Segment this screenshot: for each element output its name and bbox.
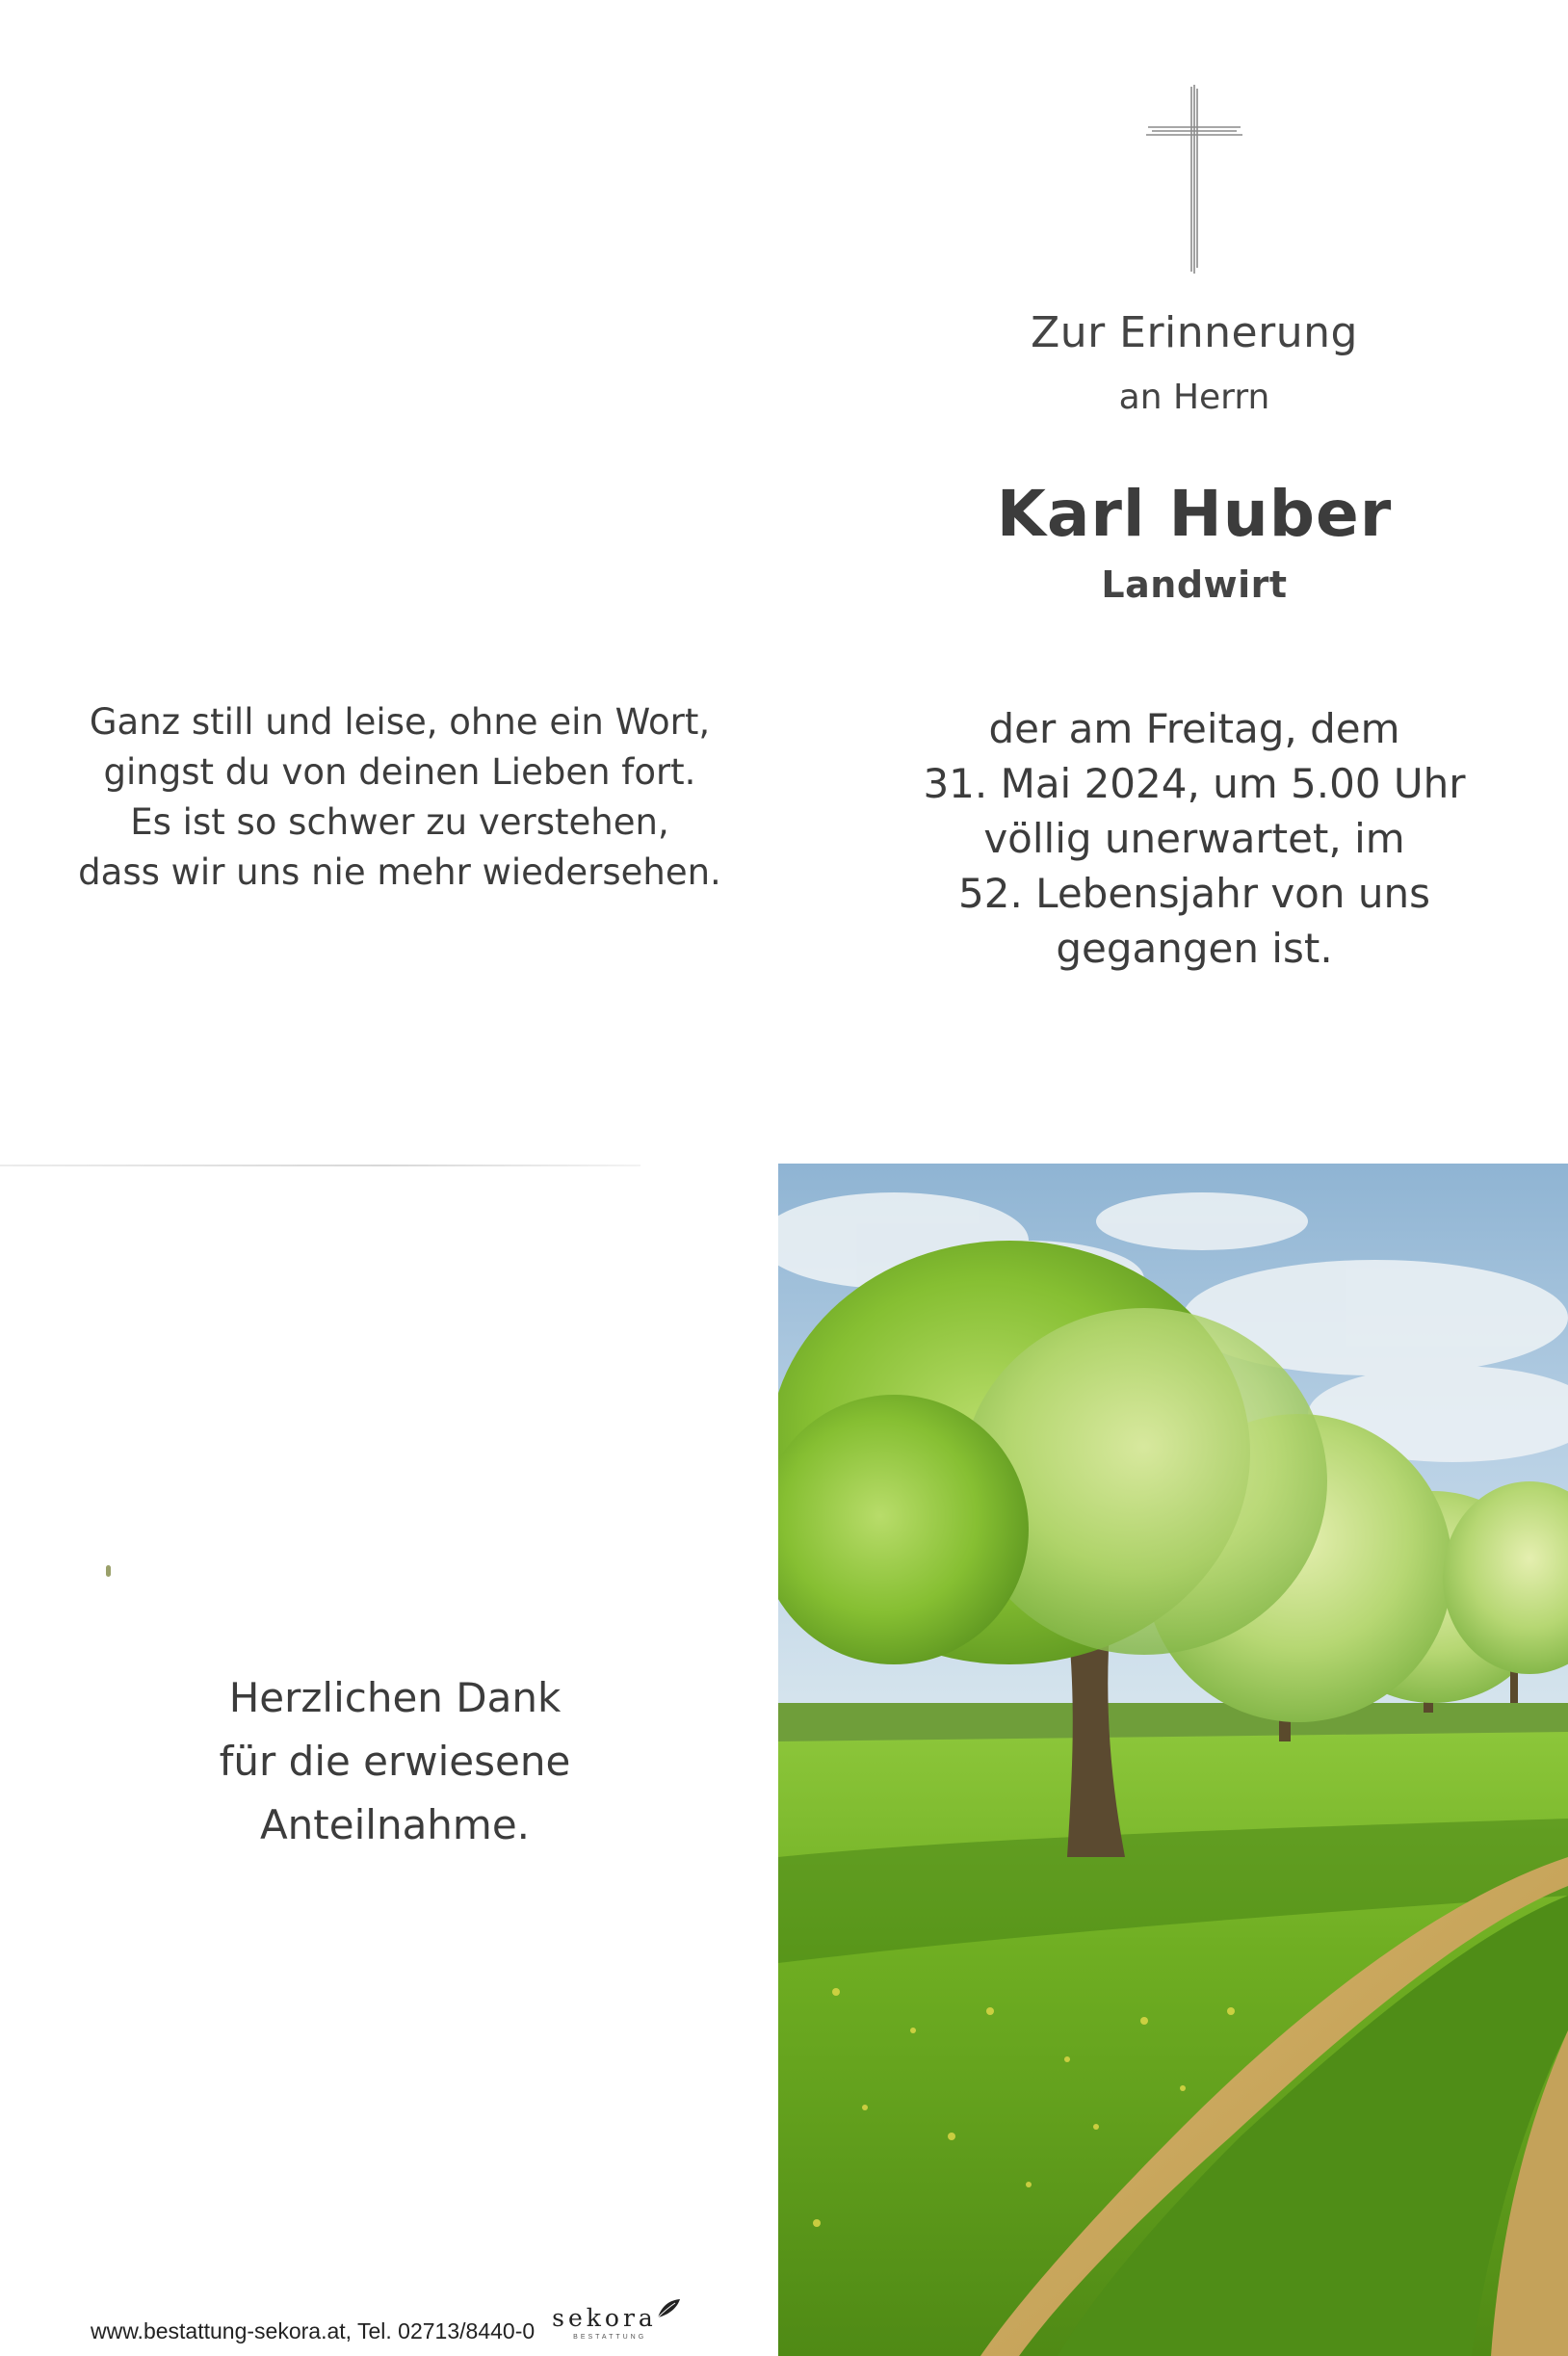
death-notice-line: der am Freitag, dem — [988, 705, 1400, 752]
brand-subtitle: BESTATTUNG — [573, 2334, 647, 2341]
thanks-line: Anteilnahme. — [259, 1801, 531, 1848]
brand-name: sekora — [552, 2304, 657, 2332]
memorial-heading: Zur Erinnerung — [1031, 308, 1358, 357]
death-notice — [905, 701, 1483, 976]
landscape-photo — [778, 1164, 1568, 2356]
deceased-occupation: Landwirt — [1101, 563, 1288, 606]
footer — [91, 2291, 677, 2348]
death-notice-line: gegangen ist. — [1056, 925, 1333, 972]
death-notice-line: 31. Mai 2024, um 5.00 Uhr — [923, 760, 1466, 807]
poem-line: Ganz still und leise, ohne ein Wort, — [89, 701, 711, 743]
poem-line: gingst du von deinen Lieben fort. — [103, 751, 696, 793]
cross-icon — [1146, 85, 1242, 274]
poem-line: Es ist so schwer zu verstehen, — [130, 801, 669, 843]
deceased-name: Karl Huber — [996, 477, 1393, 551]
poem — [58, 697, 742, 898]
death-notice-line: völlig unerwartet, im — [983, 815, 1405, 862]
paper-speck — [106, 1565, 111, 1577]
thanks-line: für die erwiesene — [219, 1738, 571, 1785]
death-notice-line: 52. Lebensjahr von uns — [958, 870, 1430, 917]
thanks-line: Herzlichen Dank — [228, 1674, 562, 1721]
poem-line: dass wir uns nie mehr wiedersehen. — [78, 851, 721, 893]
leaf-icon — [656, 2298, 681, 2319]
memorial-salutation: an Herrn — [1118, 378, 1270, 417]
thanks-message — [144, 1666, 645, 1857]
fold-line — [0, 1165, 640, 1166]
footer-contact: www.bestattung-sekora.at, Tel. 02713/8440-0 — [91, 2318, 536, 2343]
brand-logo — [552, 2298, 677, 2348]
